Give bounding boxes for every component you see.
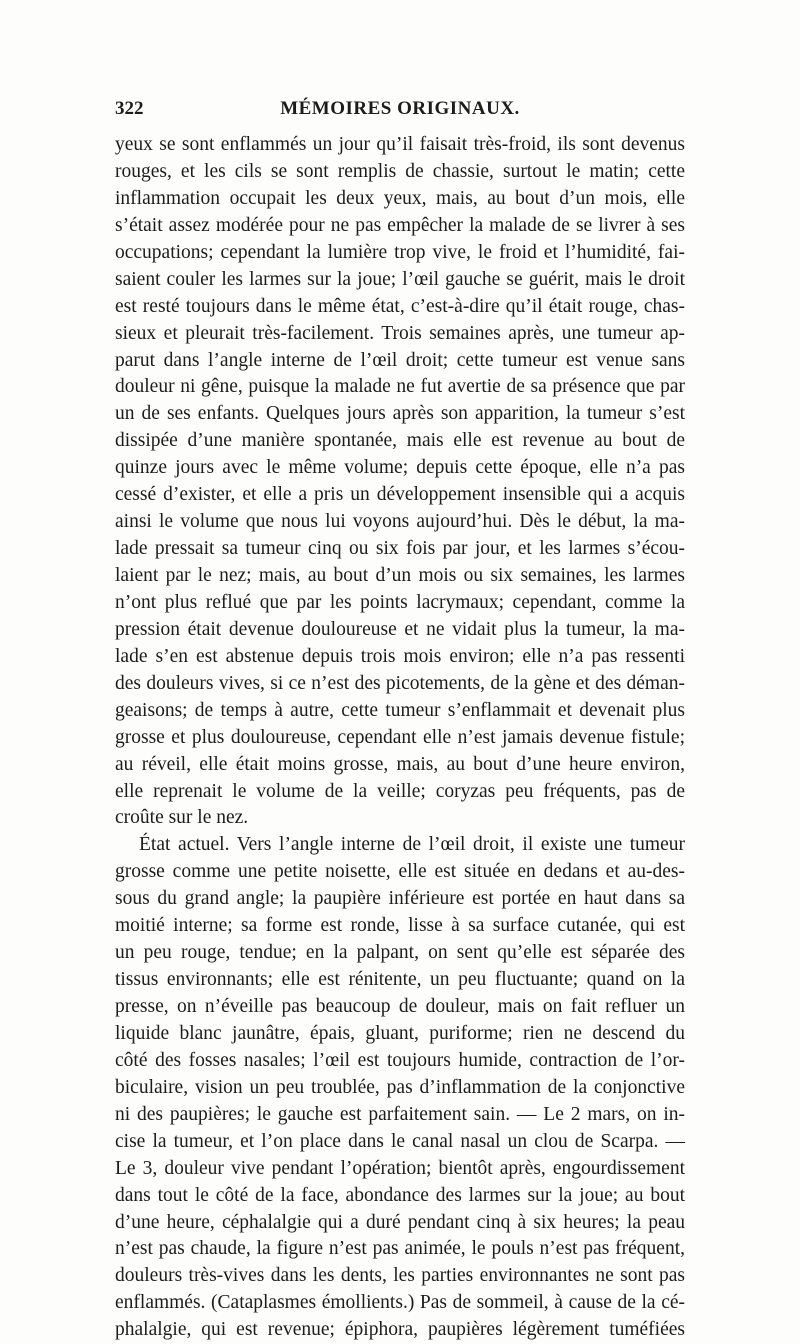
text-line: croûte sur le nez. bbox=[115, 807, 249, 829]
text-line: dissipée d’une manière spontanée, mais elle est revenue au bout de bbox=[115, 430, 685, 452]
text-line: saient couler les larmes sur la joue; l’œil gauche se guérit, mais le droit bbox=[115, 268, 685, 290]
text-line: enflammés. (Cataplasmes émollients.) Pas de sommeil, à cause de la cé- bbox=[115, 1292, 685, 1314]
text-line: un peu rouge, tendue; en la palpant, on sent qu’elle est séparée des bbox=[115, 942, 685, 964]
text-line: laient par le nez; mais, au bout d’un mois ou six semaines, les larmes bbox=[115, 565, 685, 586]
text-line: phalalgie, qui est revenue; épiphora, paupières légèrement tuméfiées bbox=[115, 1319, 685, 1341]
text-line: moitié interne; sa forme est ronde, lisse à sa surface cutanée, qui est bbox=[115, 915, 685, 937]
text-line: dans tout le côté de la face, abondance des larmes sur la joue; au bout bbox=[115, 1184, 685, 1206]
text-line: n’est pas chaude, la figure n’est pas animée, le pouls n’est pas fréquent, bbox=[115, 1238, 685, 1260]
text-line: pression était devenue douloureuse et ne vidait plus la tumeur, la ma- bbox=[115, 618, 685, 640]
text-line: grosse et plus douloureuse, cependant elle n’est jamais devenue fistule; bbox=[115, 726, 685, 748]
text-line: s’était assez modérée pour ne pas empêcher la malade de se livrer à ses bbox=[115, 214, 685, 236]
text-line: occupations; cependant la lumière trop vive, le froid et l’humidité, fai- bbox=[115, 241, 685, 263]
text-line: biculaire, vision un peu troublée, pas d’inflammation de la conjonctive bbox=[115, 1076, 685, 1098]
body-text bbox=[115, 132, 685, 1344]
text-line: liquide blanc jaunâtre, épais, gluant, puriforme; rien ne descend du bbox=[115, 1022, 685, 1044]
text-line: d’une heure, céphalalgie qui a duré pendant cinq à six heures; la peau bbox=[115, 1211, 685, 1233]
text-line: presse, on n’éveille pas beaucoup de douleur, mais on fait refluer un bbox=[115, 996, 685, 1017]
text-line: côté des fosses nasales; l’œil est toujours humide, contraction de l’or- bbox=[115, 1049, 685, 1071]
text-line: geaisons; de temps à autre, cette tumeur s’enflammait et devenait plus bbox=[115, 699, 685, 721]
text-line: douleurs très-vives dans les dents, les parties environnantes ne sont pas bbox=[115, 1265, 685, 1287]
text-line: lade s’en est abstenue depuis trois mois environ; elle n’a pas ressenti bbox=[115, 645, 685, 667]
text-line: sieux et pleurait très-facilement. Trois semaines après, une tumeur ap- bbox=[115, 322, 685, 344]
text-line: sous du grand angle; la paupière inférieure est portée en haut dans sa bbox=[115, 888, 685, 910]
text-line: grosse comme une petite noisette, elle est située en dedans et au-des- bbox=[115, 861, 685, 883]
text-line: des douleurs vives, si ce n’est des picotements, de la gène et des déman- bbox=[115, 672, 685, 694]
text-line: n’ont plus reflué que par les points lacrymaux; cependant, comme la bbox=[115, 591, 685, 613]
text-line: rouges, et les cils se sont remplis de chassie, surtout le matin; cette bbox=[115, 160, 685, 182]
text-line: État actuel. Vers l’angle interne de l’œil droit, il existe une tumeur bbox=[139, 834, 685, 856]
text-line: yeux se sont enflammés un jour qu’il faisait très-froid, ils sont devenus bbox=[115, 134, 685, 155]
text-line: lade pressait sa tumeur cinq ou six fois par jour, et les larmes s’écou- bbox=[115, 538, 685, 560]
text-line: Le 3, douleur vive pendant l’opération; bientôt après, engourdissement bbox=[115, 1157, 685, 1179]
page-header bbox=[115, 98, 685, 128]
text-line: au réveil, elle était moins grosse, mais, au bout d’une heure environ, bbox=[115, 753, 685, 775]
text-line: est resté toujours dans le même état, c’est-à-dire qu’il était rouge, chas- bbox=[115, 295, 685, 317]
running-head: MÉMOIRES ORIGINAUX. bbox=[280, 98, 520, 119]
text-line: douleur ni gêne, puisque la malade ne fut avertie de sa présence que par bbox=[115, 376, 685, 398]
text-line: parut dans l’angle interne de l’œil droit; cette tumeur est venue sans bbox=[115, 349, 685, 371]
text-line: cessé d’exister, et elle a pris un développement insensible qui a acquis bbox=[115, 484, 685, 506]
page-number: 322 bbox=[115, 98, 144, 119]
text-line: quinze jours avec le même volume; depuis cette époque, elle n’a pas bbox=[115, 457, 685, 479]
text-line: ni des paupières; le gauche est parfaitement sain. — Le 2 mars, on in- bbox=[115, 1103, 685, 1125]
text-line: un de ses enfants. Quelques jours après son apparition, la tumeur s’est bbox=[115, 403, 685, 425]
text-line: inflammation occupait les deux yeux, mais, au bout d’un mois, elle bbox=[115, 187, 685, 209]
text-line: tissus environnants; elle est rénitente, un peu fluctuante; quand on la bbox=[115, 969, 685, 991]
text-line: ainsi le volume que nous lui voyons aujourd’hui. Dès le début, la ma- bbox=[115, 511, 685, 533]
text-line: cise la tumeur, et l’on place dans le canal nasal un clou de Scarpa. — bbox=[115, 1130, 685, 1152]
text-line: elle reprenait le volume de la veille; coryzas peu fréquents, pas de bbox=[115, 780, 685, 802]
